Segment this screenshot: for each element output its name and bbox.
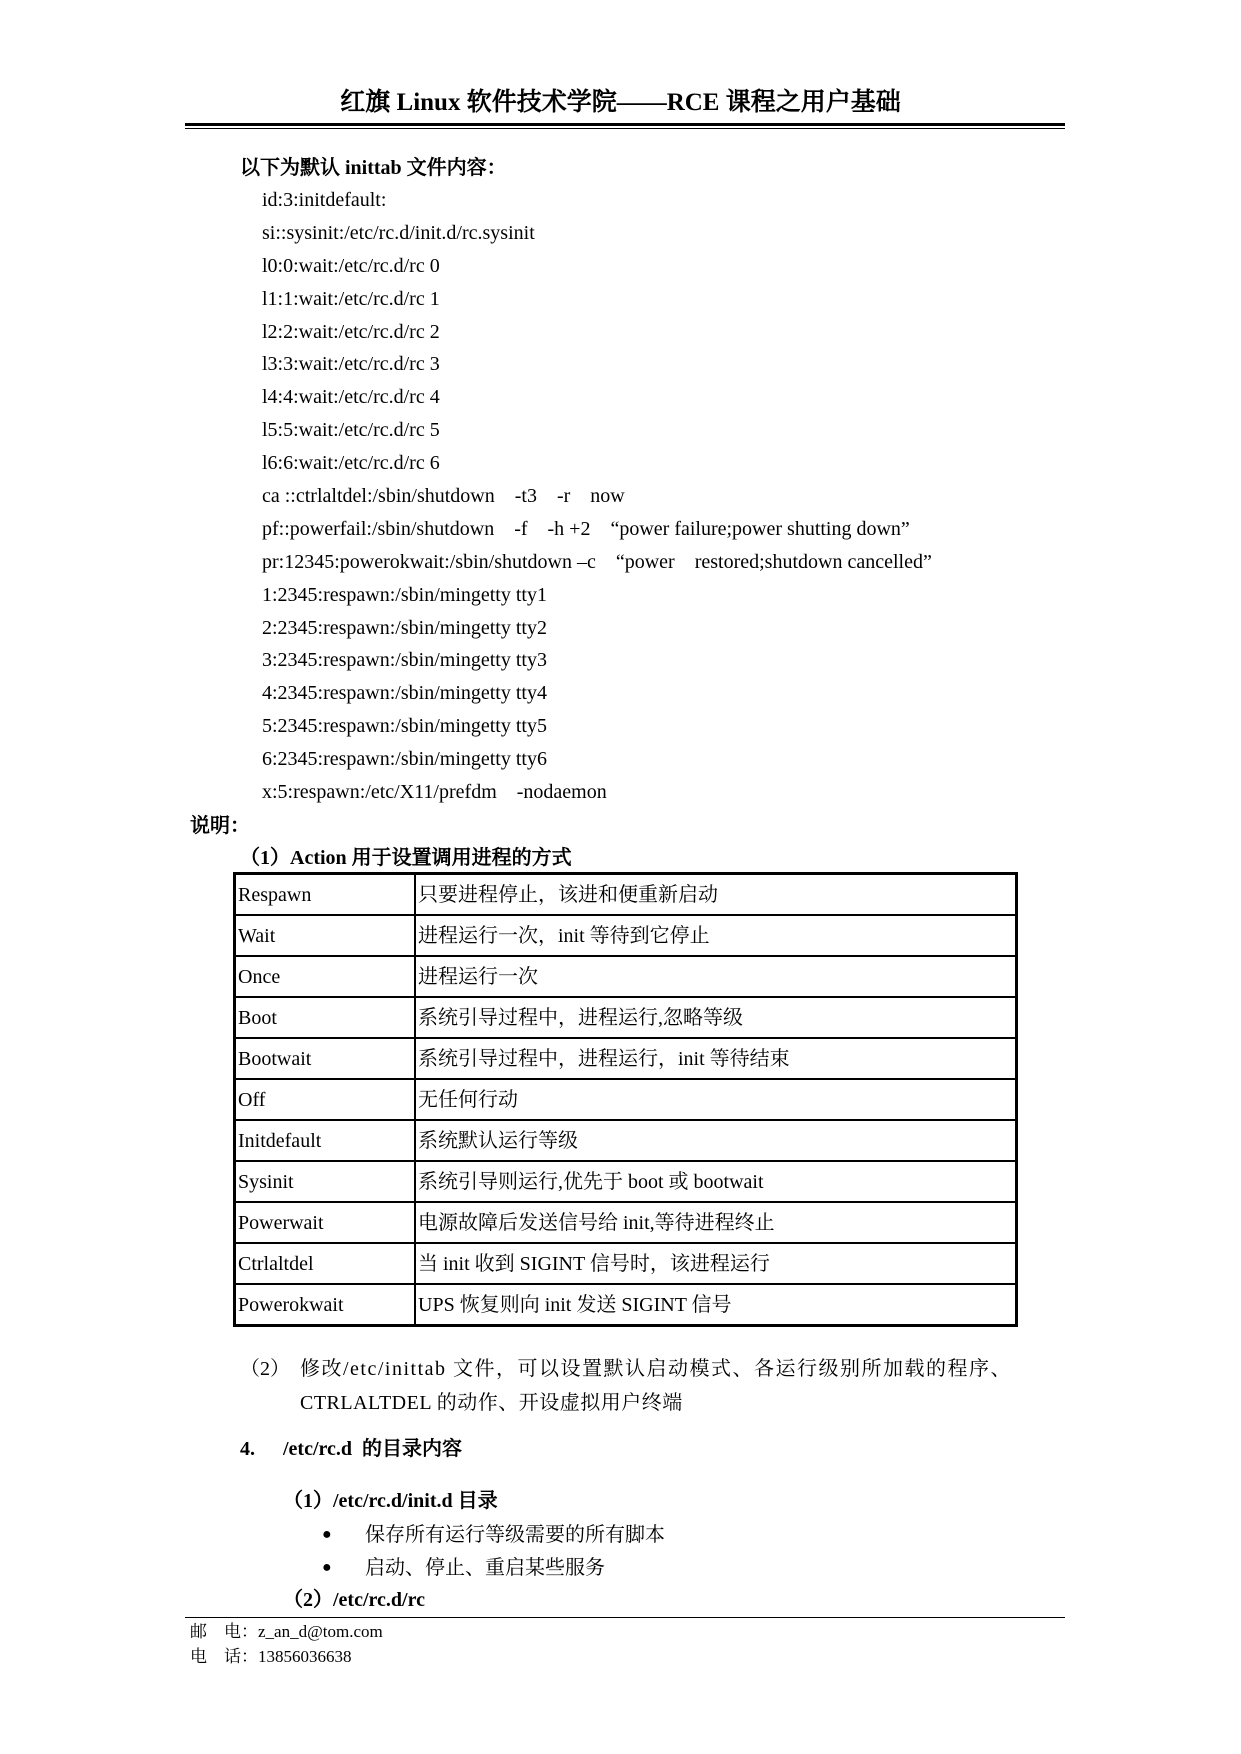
inittab-line: pr:12345:powerokwait:/sbin/shutdown –c “power restored;shutdown cancelled” [262,550,932,573]
inittab-line: 2:2345:respawn:/sbin/mingetty tty2 [262,616,547,639]
inittab-line: pf::powerfail:/sbin/shutdown -f -h +2 “power failure;power shutting down” [262,517,910,540]
action-row [235,1038,1017,1079]
page-title: 红旗 Linux 软件技术学院——RCE 课程之用户基础 [340,89,901,116]
action-name: Boot [235,997,416,1038]
footer-phone: 13856036638 [258,1647,352,1666]
footer-email-label: 邮 电： [190,1622,258,1641]
action-name: Bootwait [235,1038,416,1079]
action-name: Wait [235,915,416,956]
action-row [235,1202,1017,1243]
action-name: Off [235,1079,416,1120]
note2-prefix: （2） [240,1358,290,1380]
action-description: 只要进程停止，该进和便重新启动 [415,874,1017,916]
inittab-listing [262,184,932,809]
action-table [233,872,1018,1327]
inittab-line: 4:2345:respawn:/sbin/mingetty tty4 [262,682,547,705]
action-description: UPS 恢复则向 init 发送 SIGINT 信号 [415,1284,1017,1326]
action-row [235,1243,1017,1284]
action-description: 电源故障后发送信号给 init,等待进程终止 [415,1202,1017,1243]
inittab-line: 1:2345:respawn:/sbin/mingetty tty1 [262,583,547,606]
action-row [235,1120,1017,1161]
action-row [235,915,1017,956]
action-name: Ctrlaltdel [235,1243,416,1284]
inittab-line: l2:2:wait:/etc/rc.d/rc 2 [262,320,440,343]
inittab-intro: 以下为默认 inittab 文件内容： [240,157,507,179]
footer-email: z_an_d@tom.com [258,1622,383,1641]
inittab-line: l3:3:wait:/etc/rc.d/rc 3 [262,353,440,376]
footer-rule [185,1617,1065,1618]
section4-number: 4. [240,1438,255,1460]
footer-email-line [190,1621,383,1643]
inittab-line: si::sysinit:/etc/rc.d/init.d/rc.sysinit [262,221,535,244]
section4-title: /etc/rc.d 的目录内容 [283,1438,463,1460]
inittab-line: l6:6:wait:/etc/rc.d/rc 6 [262,452,440,475]
inittab-line: ca ::ctrlaltdel:/sbin/shutdown -t3 -r now [262,485,625,508]
action-name: Powerokwait [235,1284,416,1326]
inittab-line: 3:2345:respawn:/sbin/mingetty tty3 [262,649,547,672]
action-row [235,1079,1017,1120]
action-description: 进程运行一次 [415,956,1017,997]
action-table-body [235,874,1017,1326]
inittab-line: id:3:initdefault: [262,189,387,211]
inittab-line: 6:2345:respawn:/sbin/mingetty tty6 [262,748,547,771]
bullet-item: 启动、停止、重启某些服务 [365,1557,605,1579]
action-heading: （1）Action 用于设置调用进程的方式 [240,847,572,869]
action-description: 系统引导过程中，进程运行，init 等待结束 [415,1038,1017,1079]
header-rule-thick [185,123,1065,126]
action-description: 无任何行动 [415,1079,1017,1120]
inittab-line: 5:2345:respawn:/sbin/mingetty tty5 [262,715,547,738]
action-row [235,1284,1017,1326]
sub1-title: （1）/etc/rc.d/init.d 目录 [283,1490,498,1512]
action-description: 进程运行一次，init 等待到它停止 [415,915,1017,956]
sub2-title: （2）/etc/rc.d/rc [283,1589,425,1611]
bullet-icon: ● [322,1559,332,1576]
action-description: 系统引导则运行,优先于 boot 或 bootwait [415,1161,1017,1202]
action-name: Once [235,956,416,997]
note2-line1: 修改/etc/inittab 文件，可以设置默认启动模式、各运行级别所加载的程序、 [300,1358,1013,1380]
footer-phone-label: 电 话： [190,1647,258,1666]
action-row [235,1161,1017,1202]
inittab-line: l0:0:wait:/etc/rc.d/rc 0 [262,254,440,277]
action-description: 系统引导过程中，进程运行,忽略等级 [415,997,1017,1038]
header-rule-thin [185,128,1065,129]
action-description: 当 init 收到 SIGINT 信号时，该进程运行 [415,1243,1017,1284]
bullet-icon: ● [322,1526,332,1543]
action-name: Powerwait [235,1202,416,1243]
inittab-line: l5:5:wait:/etc/rc.d/rc 5 [262,419,440,442]
action-description: 系统默认运行等级 [415,1120,1017,1161]
action-name: Respawn [235,874,416,916]
footer-phone-line [190,1646,352,1668]
action-row [235,997,1017,1038]
inittab-line: l1:1:wait:/etc/rc.d/rc 1 [262,287,440,310]
action-row [235,956,1017,997]
inittab-line: l4:4:wait:/etc/rc.d/rc 4 [262,386,440,409]
action-row [235,874,1017,916]
note2-line2: CTRLALTDEL 的动作、开设虚拟用户终端 [300,1392,683,1414]
action-name: Sysinit [235,1161,416,1202]
inittab-line: x:5:respawn:/etc/X11/prefdm -nodaemon [262,781,607,804]
explain-label: 说明： [190,815,250,837]
bullet-item: 保存所有运行等级需要的所有脚本 [365,1524,665,1546]
action-name: Initdefault [235,1120,416,1161]
